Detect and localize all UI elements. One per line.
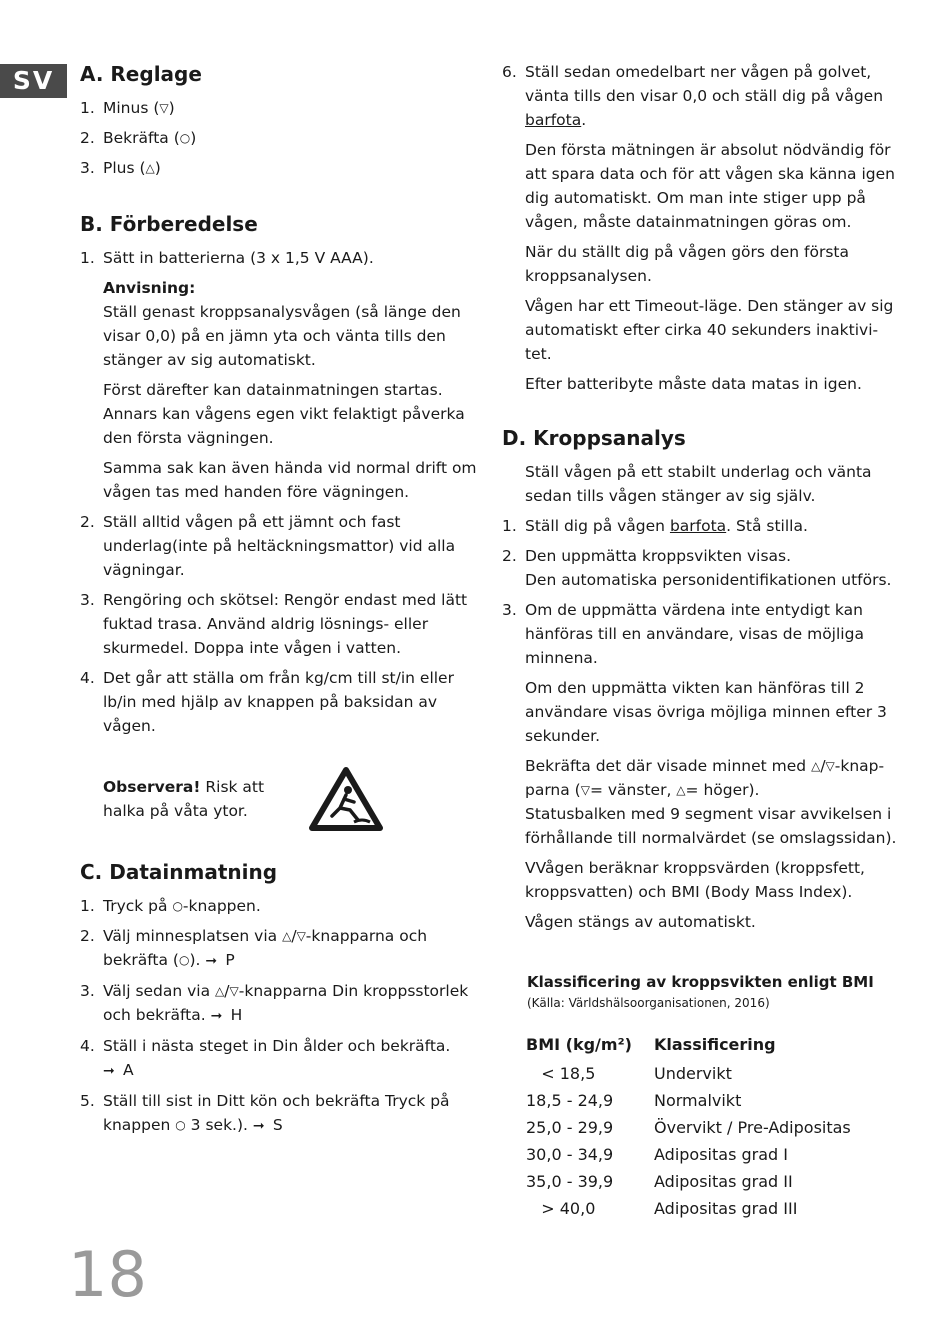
list-item: 3. Rengöring och skötsel: Rengör endast med lätt fuktad trasa. Använd aldrig lösnings- eller skurmedel. Doppa inte vågen i vatten. [80, 591, 468, 657]
table-row [526, 1060, 851, 1087]
table-cell: < 18,5 [526, 1063, 596, 1083]
list-item: 4. Det går att ställa om från kg/cm till st/in eller lb/in med hjälp av knappen på baksidan av vågen. [80, 669, 454, 735]
paragraph: Ställ vågen på ett stabilt underlag och vänta sedan tills vågen stänger av sig själv. [525, 463, 872, 505]
column-header: Klassificering [654, 1035, 776, 1054]
note-label: Anvisning: [103, 279, 196, 297]
slippery-floor-icon [308, 766, 384, 832]
list-item: 2. Ställ alltid vågen på ett jämnt och fast underlag(inte på heltäckningsmattor) vid alla vägningar. [80, 513, 456, 579]
minus-icon: ▽ [580, 783, 590, 797]
minus-icon: ▽ [296, 929, 306, 943]
plus-icon: △ [811, 759, 821, 773]
bmi-table-source: (Källa: Världshälsoorganisationen, 2016) [527, 996, 770, 1010]
list-item: 1. Ställ dig på vågen barfota. Stå stilla. [502, 517, 808, 535]
table-cell: 35,0 - 39,9 [526, 1171, 614, 1191]
list-item: 1. Minus (▽) [80, 99, 175, 117]
list-item: 3. Välj sedan via △/▽-knapparna Din kroppsstorlek och bekräfta. ➞ H [80, 979, 480, 1028]
paragraph: Den första mätningen är absolut nödvändig för att spara data och för att vågen ska känna igen dig automatiskt. Om man inte stiger upp på vågen, måste datainmatningen göras om. [525, 141, 895, 231]
table-cell: 25,0 - 29,9 [526, 1117, 614, 1137]
table-cell: Normalvikt [654, 1090, 742, 1110]
list-item: 2. Den uppmätta kroppsvikten visas. Den automatiska personidentifikationen utförs. [502, 547, 892, 589]
list-item: 3. Om de uppmätta värdena inte entydigt kan hänföras till en användare, visas de möjliga minnena. [502, 601, 864, 667]
paragraph: Samma sak kan även hända vid normal drift om vågen tas med handen före vägningen. [103, 459, 477, 501]
slip-warning [103, 766, 480, 832]
list-item: 1. Sätt in batterierna (3 x 1,5 V AAA). [80, 249, 374, 267]
list-item: 1. Tryck på ○-knappen. [80, 897, 261, 915]
arrow-right-icon: ➞ [205, 953, 218, 969]
left-column [80, 60, 480, 1144]
table-cell: Adipositas grad III [654, 1198, 798, 1218]
paragraph: Först därefter kan datainmatningen startas. Annars kan vågens egen vikt felaktigt påverka den första vägningen. [103, 381, 465, 447]
section-c-title: C. Datainmatning [80, 860, 278, 884]
paragraph: Vågen stängs av automatiskt. [525, 913, 756, 931]
note-text: Ställ genast kroppsanalysvågen (så länge den visar 0,0) på en jämn yta och vänta tills den stänger av sig automatiskt. [103, 303, 461, 369]
section-a-title: A. Reglage [80, 62, 202, 86]
minus-icon: ▽ [825, 759, 835, 773]
table-cell: Adipositas grad I [654, 1144, 788, 1164]
right-column [502, 60, 902, 1222]
table-row [526, 1195, 851, 1222]
paragraph: Bekräfta det där visade minnet med △/▽-knap-parna (▽= vänster, △= höger). Statusbalken med 9 segment visar avvikelsen i förhållande till normalvärdet (se omslagssidan). [525, 757, 897, 847]
table-cell: Undervikt [654, 1063, 732, 1083]
minus-icon: ▽ [229, 984, 239, 998]
table-row [526, 1114, 851, 1141]
paragraph: Vågen har ett Timeout-läge. Den stänger av sig automatiskt efter cirka 40 sekunders inaktivi-tet. [525, 297, 894, 363]
plus-icon: △ [282, 929, 292, 943]
page-number: 18 [68, 1238, 147, 1311]
barefoot-emphasis: barfota [669, 517, 727, 535]
table-cell: Adipositas grad II [654, 1171, 793, 1191]
section-d-title: D. Kroppsanalys [502, 426, 686, 450]
warning-text: Risk att halka på våta ytor. [103, 778, 265, 820]
plus-icon: △ [215, 984, 225, 998]
list-item: 5. Ställ till sist in Ditt kön och bekräfta Tryck på knappen ○ 3 sek.). ➞ S [80, 1089, 480, 1138]
list-item: 4. Ställ i nästa steget in Din ålder och bekräfta. ➞ A [80, 1034, 480, 1083]
arrow-right-icon: ➞ [252, 1118, 265, 1134]
table-cell: 18,5 - 24,9 [526, 1090, 614, 1110]
confirm-icon: ○ [172, 899, 183, 913]
minus-icon: ▽ [159, 101, 169, 115]
bmi-table [526, 1030, 851, 1222]
arrow-right-icon: ➞ [210, 1008, 223, 1024]
arrow-right-icon: ➞ [103, 1063, 115, 1079]
plus-icon: △ [676, 783, 686, 797]
table-cell: > 40,0 [526, 1198, 596, 1218]
paragraph: VVågen beräknar kroppsvärden (kroppsfett, kroppsvatten) och BMI (Body Mass Index). [525, 859, 865, 901]
paragraph: Om den uppmätta vikten kan hänföras till 2 användare visas övriga möjliga minnen efter 3 sekunder. [525, 679, 887, 745]
confirm-icon: ○ [179, 131, 191, 145]
table-cell: Övervikt / Pre-Adipositas [654, 1117, 851, 1137]
section-b-title: B. Förberedelse [80, 212, 258, 236]
confirm-icon: ○ [175, 1118, 186, 1132]
bmi-table-title: Klassificering av kroppsvikten enligt BMI [527, 973, 874, 991]
list-item: 2. Bekräfta (○) [80, 129, 197, 147]
table-row [526, 1168, 851, 1195]
table-row [526, 1087, 851, 1114]
column-header: BMI (kg/m²) [526, 1035, 632, 1054]
table-row [526, 1141, 851, 1168]
warning-label: Observera! [103, 778, 201, 796]
paragraph: När du ställt dig på vågen görs den första kroppsanalysen. [525, 243, 850, 285]
list-item: 2. Välj minnesplatsen via △/▽-knapparna och bekräfta (○). ➞ P [80, 924, 480, 973]
list-item: 6. Ställ sedan omedelbart ner vågen på golvet, vänta tills den visar 0,0 och ställ dig på vågen barfota. [502, 63, 884, 129]
language-tab: SV [0, 64, 67, 98]
note [103, 276, 480, 372]
table-header-row [526, 1030, 851, 1060]
barefoot-emphasis: barfota [525, 111, 582, 129]
plus-icon: △ [145, 161, 155, 175]
table-cell: 30,0 - 34,9 [526, 1144, 614, 1164]
confirm-icon: ○ [178, 953, 190, 967]
list-item: 3. Plus (△) [80, 159, 161, 177]
paragraph: Efter batteribyte måste data matas in igen. [525, 375, 862, 393]
